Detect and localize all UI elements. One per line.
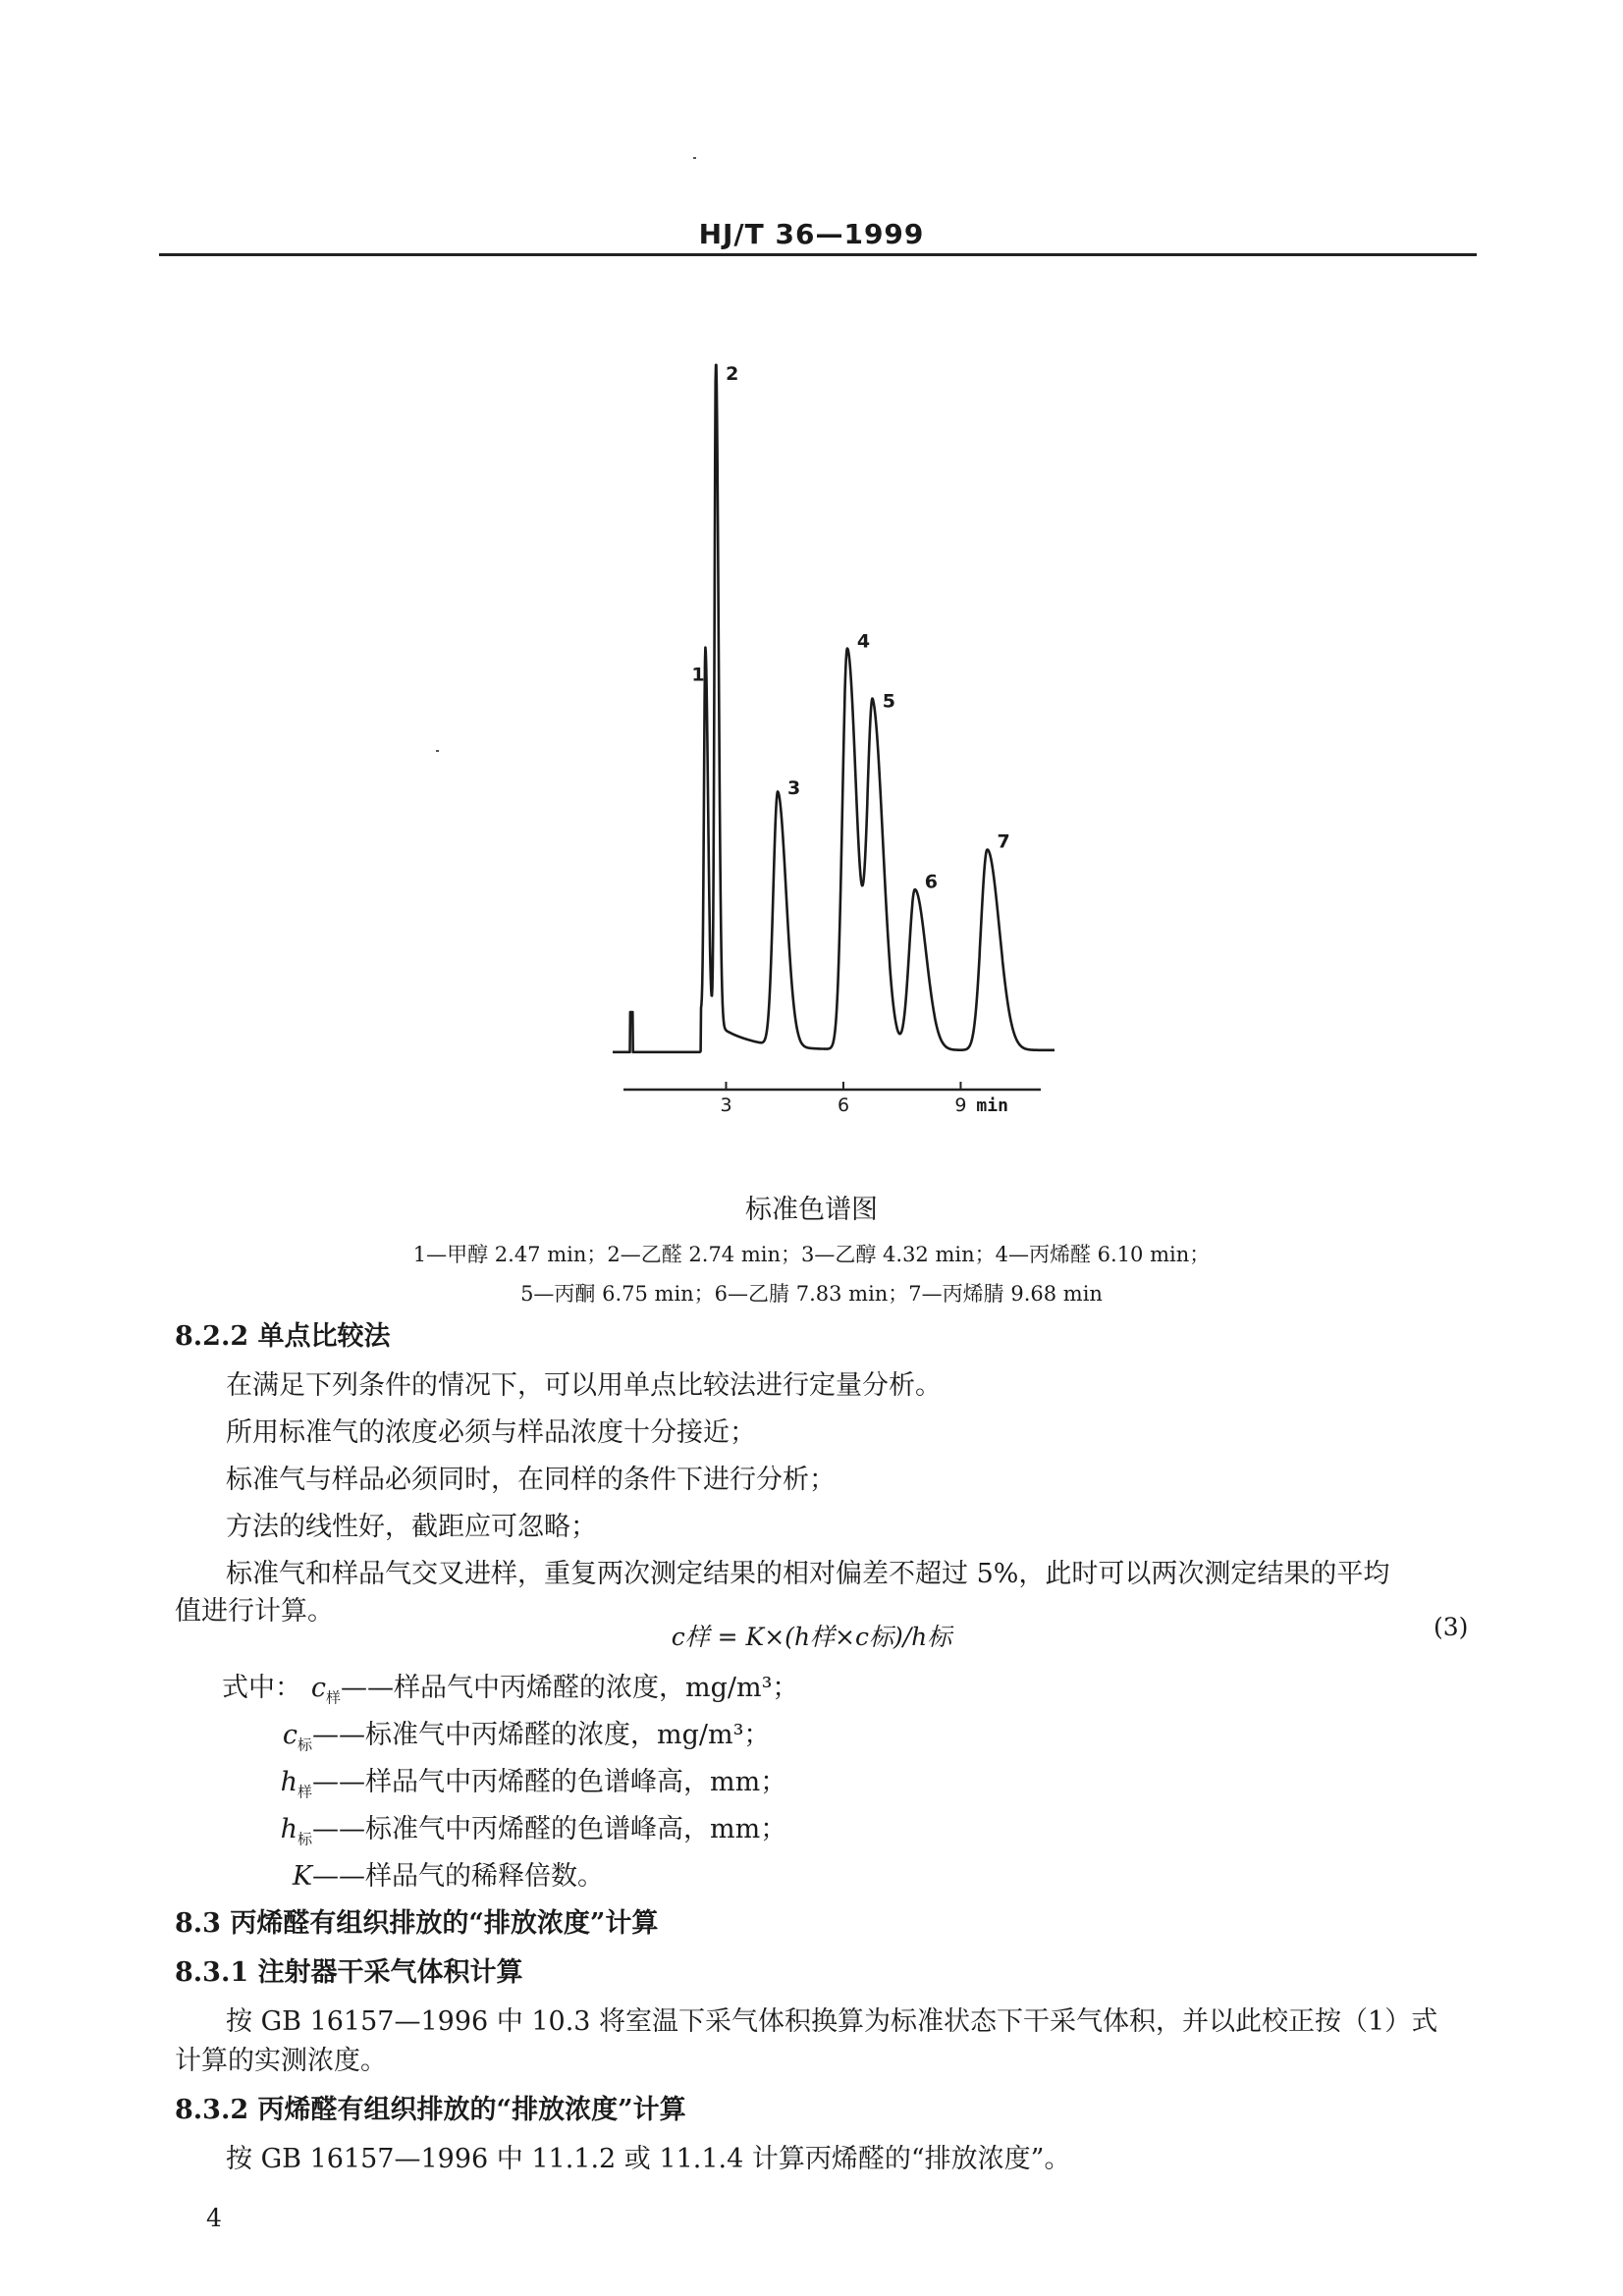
symbol-legend-row (196, 1763, 786, 1811)
section-heading-8-2-2: 8.2.2 单点比较法 (175, 1321, 391, 1352)
formula-number: (3) (1434, 1613, 1469, 1641)
peak-label-4: 4 (856, 630, 871, 653)
legend-symbol: $c_样$ (310, 1673, 341, 1707)
legend-description: ——标准气中丙烯醛的浓度，mg/m³； (312, 1720, 771, 1750)
symbol-legend-row (196, 1716, 770, 1764)
chromatogram-trace (613, 365, 1055, 1052)
paragraph: 在满足下列条件的情况下，可以用单点比较法进行定量分析。 (226, 1370, 942, 1401)
peak-label-5: 5 (882, 690, 896, 713)
legend-intro: 式中： (222, 1673, 301, 1703)
peak-label-7: 7 (997, 830, 1010, 853)
paragraph: 所用标准气的浓度必须与样品浓度十分接近； (226, 1417, 756, 1448)
symbol-legend-row (196, 1810, 786, 1858)
paragraph: 方法的线性好，截距应可忽略； (226, 1512, 597, 1542)
section-heading-8-3: 8.3 丙烯醛有组织排放的“排放浓度”计算 (175, 1908, 659, 1939)
scan-speck (693, 157, 696, 159)
page-number: 4 (206, 2204, 222, 2232)
formula: c样 = K×(h样×c标)/h标 (671, 1623, 952, 1651)
paragraph: 按 GB 16157—1996 中 10.3 将室温下采气体积换算为标准状态下干采气体积，并以此校正按（1）式 (226, 2006, 1438, 2037)
legend-symbol: $h_标$ (280, 1814, 312, 1848)
header-rule (159, 253, 1477, 256)
chromatogram-chart (589, 363, 1060, 1129)
legend-description: ——样品气中丙烯醛的浓度，mg/m³； (341, 1673, 799, 1703)
symbol-legend-row (196, 1857, 604, 1905)
x-axis-unit-label: min (976, 1095, 1008, 1116)
figure-legend-line-2: 5—丙酮 6.75 min；6—乙腈 7.83 min；7—丙烯腈 9.68 min (520, 1282, 1103, 1306)
paragraph: 值进行计算。 (175, 1596, 334, 1627)
figure-title: 标准色谱图 (745, 1195, 878, 1225)
legend-description: ——样品气中丙烯醛的色谱峰高，mm； (312, 1767, 787, 1797)
paragraph: 标准气和样品气交叉进样，重复两次测定结果的相对偏差不超过 5%，此时可以两次测定结果的平均 (226, 1559, 1390, 1589)
legend-symbol: $c_标$ (282, 1720, 312, 1754)
scan-speck (436, 750, 439, 752)
paragraph: 计算的实测浓度。 (175, 2046, 387, 2076)
paragraph: 标准气与样品必须同时，在同样的条件下进行分析； (226, 1465, 836, 1495)
x-tick-label-9: 9 (954, 1095, 967, 1116)
peak-label-6: 6 (924, 871, 939, 893)
section-heading-8-3-1: 8.3.1 注射器干采气体积计算 (175, 1957, 523, 1988)
legend-symbol: K (292, 1861, 312, 1892)
peak-label-1: 1 (691, 664, 705, 686)
legend-description: ——样品气的稀释倍数。 (312, 1861, 604, 1892)
peak-label-3: 3 (787, 777, 801, 800)
peak-label-2: 2 (726, 363, 739, 385)
figure-legend-line-1: 1—甲醇 2.47 min；2—乙醛 2.74 min；3—乙醇 4.32 min；4—丙烯醛 6.10 min； (412, 1243, 1211, 1266)
legend-symbol: $h_样$ (280, 1767, 312, 1801)
x-tick-label-6: 6 (837, 1095, 850, 1116)
x-tick-label-3: 3 (720, 1095, 732, 1116)
document-code: HJ/T 36—1999 (698, 218, 925, 250)
symbol-legend-row (222, 1669, 798, 1717)
paragraph: 按 GB 16157—1996 中 11.1.2 或 11.1.4 计算丙烯醛的“排放浓度”。 (226, 2144, 1071, 2174)
legend-description: ——标准气中丙烯醛的色谱峰高，mm； (312, 1814, 787, 1844)
section-heading-8-3-2: 8.3.2 丙烯醛有组织排放的“排放浓度”计算 (175, 2095, 686, 2125)
